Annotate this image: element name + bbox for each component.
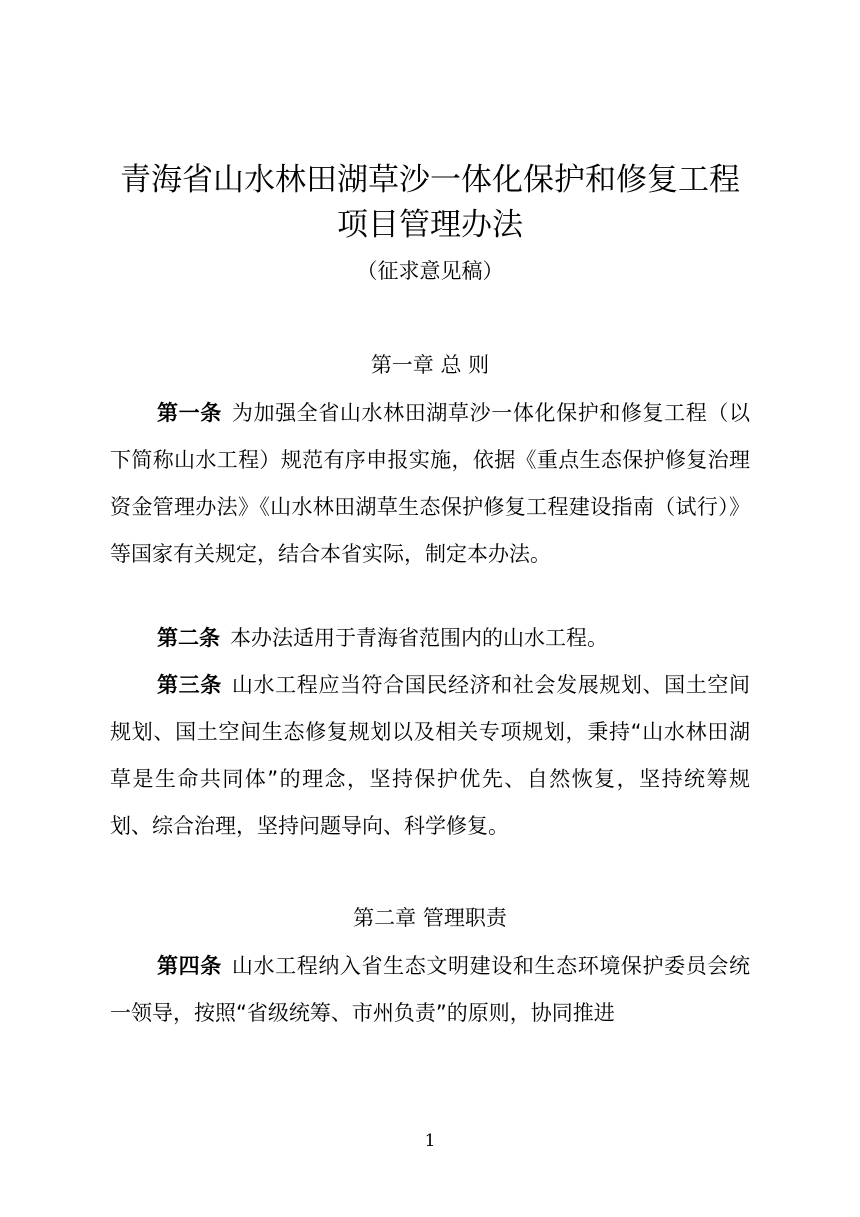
article-3	[110, 662, 750, 850]
document-title-line-2: 项目管理办法	[337, 207, 523, 243]
article-2	[110, 615, 750, 662]
article-1	[110, 390, 750, 578]
article-label: 第二条	[157, 626, 220, 650]
article-label: 第三条	[157, 673, 222, 697]
article-label: 第四条	[157, 954, 222, 978]
chapter-heading-1: 第一章 总 则	[370, 353, 490, 377]
article-label: 第一条	[157, 401, 222, 425]
article-text: 为加强全省山水林田湖草沙一体化保护和修复工程（以下简称山水工程）规范有序申报实施，依据《重点生态保护修复治理资金管理办法》《山水林田湖草生态保护修复工程建设指南（试行）》等国家有关规定，结合本省实际，制定本办法。	[110, 401, 751, 566]
article-text: 本办法适用于青海省范围内的山水工程。	[230, 626, 608, 650]
document-title-line-1: 青海省山水林田湖草沙一体化保护和修复工程	[120, 162, 740, 198]
document-subtitle: （征求意见稿）	[356, 259, 504, 283]
article-text: 山水工程纳入省生态文明建设和生态环境保护委员会统一领导，按照“省级统筹、市州负责”的原则，协同推进	[110, 954, 751, 1025]
article-text: 山水工程应当符合国民经济和社会发展规划、国土空间规划、国土空间生态修复规划以及相关专项规划，秉持“山水林田湖草是生命共同体”的理念，坚持保护优先、自然恢复，坚持统筹规划、综合治理，坚持问题导向、科学修复。	[110, 673, 751, 838]
article-4	[110, 943, 750, 1037]
chapter-heading-2: 第二章 管理职责	[353, 906, 507, 930]
page-number: 1	[424, 1131, 436, 1151]
